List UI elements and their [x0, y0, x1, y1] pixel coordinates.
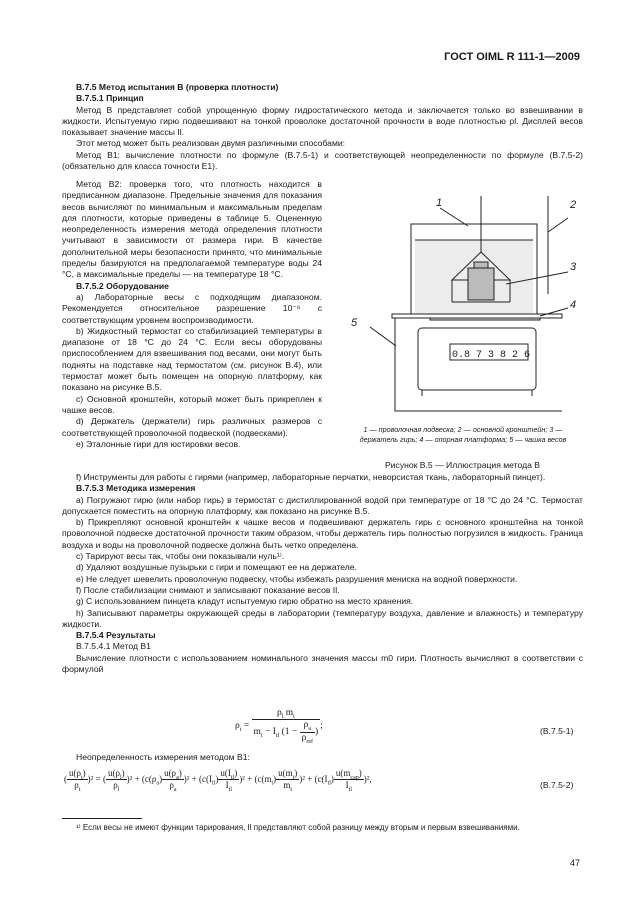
subsection-title-principle: B.7.5.1 Принцип: [76, 93, 144, 104]
procedure-step-a: a) Погружают гирю (или набор гирь) в термостат с дистиллированной водой при температуре от 18 °C до 24 °C. Термостат допускается поместить на опорную платформу, как показано на рисунке B.5.: [62, 494, 583, 516]
subsection-title-results: B.7.5.4 Результаты: [76, 630, 156, 641]
formula-b751: $\rho_t$ = $\rho_l$ $m_t$ $m_t - I_{tl}$ (1 − $\frac{\rho_a}{\rho_{ref}}$ ) ;: [235, 708, 323, 745]
label-5: 5: [351, 317, 358, 329]
equipment-item-e: e) Эталонные гири для юстировки весов.: [76, 438, 241, 449]
procedure-step-c: c) Тарируют весы так, чтобы они показывали нуль¹⁾.: [76, 551, 285, 562]
procedure-step-d: d) Удаляют воздушные пузырьки с гири и помещают ее на держателе.: [76, 562, 357, 573]
test-weight-knob: [474, 262, 488, 268]
formula-b752: ( $\frac{u(\rho_t)}{\rho_t}$ )² = ( $\frac{u(\rho_l)}{\rho_l}$ )$^2 + (c(\rho_a)$ $\frac{u(\rho_a)}{\rho_a}$ )$^2 + (c(I_{tl})$ $\frac{u(I_{tl})}{I_{tl}}$ )$^2 + (c(m_t)$ $\frac{u(m_t)}{m_t}$ )$^2 + (c(I_{tl})$ $\frac{u(m_{cap})}{I_{tl}}$ )²,: [64, 768, 372, 794]
formula-label-b752: (B.7.5-2): [540, 780, 574, 790]
label-4: 4: [570, 299, 577, 311]
page-number: 47: [569, 858, 580, 868]
paragraph-method-b2: Метод B2: проверка того, что плотность находится в предписанном диапазоне. Предельные значения для показания весов вычисляют по минимальным и максимальным пределам для плотности, которые приведены в таблице 5. Оцененную неопределенность измерения метода определения плотности учитывают в зависимости от размера гири. В качестве дополнительной меры безопасности принято, что минимальные пределы базируются на предполагаемой температуре воды 24 °C, а максимальные пределы — на температуре 18 °C.: [62, 179, 322, 280]
footnote: ¹⁾ Если весы не имеют функции тарирования, Il представляют собой разницу между вторым и первым взвешиваниями.: [76, 823, 520, 832]
figure-title: Рисунок B.5 — Иллюстрация метода B: [384, 460, 541, 470]
document-header: ГОСТ OIML R 111-1—2009: [444, 51, 580, 63]
uncertainty-intro: Неопределенность измерения методом B1:: [76, 752, 250, 762]
equipment-item-f: f) Инструменты для работы с гирями (например, лабораторные перчатки, неворсистая ткань, лабораторный пинцет).: [76, 472, 546, 482]
paragraph-two-ways: Этот метод может быть реализован двумя различными способами:: [76, 138, 346, 149]
figure-caption-legend: 1 — проволочная подвеска; 2 — основной кронштейн; 3 — держатель гирь; 4 — опорная платформа; 5 — чашка весов: [359, 425, 567, 444]
equipment-item-d: d) Держатель (держатели) гирь различных размеров с соответствующей проволочной подвеской (подвесками).: [62, 416, 322, 438]
paragraph-method-b1: Метод B1: вычисление плотности по формуле (B.7.5-1) и соответствующей неопределенности по формуле (B.7.5-2) (обязательно для класса точности E1).: [62, 149, 583, 172]
label-2: 2: [570, 199, 577, 211]
subsection-title-method-b1: B.7.5.4.1 Метод B1: [76, 641, 151, 652]
formula-label-b751: (B.7.5-1): [540, 726, 574, 736]
section-principle: [62, 82, 583, 172]
paragraph-results: Вычисление плотности с использованием номинального значения массы m0 гири. Плотность вычисляют в соответствии с формулой: [62, 652, 583, 675]
procedure-step-f: f) После стабилизации снимают и записывают показание весов Il.: [76, 584, 340, 595]
label-1: 1: [436, 197, 443, 209]
footnote-divider: [62, 818, 142, 819]
test-weight: [468, 268, 494, 300]
subsection-title-equipment: B.7.5.2 Оборудование: [76, 280, 169, 291]
section-title-test-method-b: B.7.5 Метод испытания B (проверка плотности): [76, 82, 279, 92]
equipment-item-b: b) Жидкостный термостат со стабилизацией температуры в диапазоне от 18 °C до 24 °C. Если весы оборудованы приспособлением для взвешивания под весами, они могут быть подняты на подставке над термостатом (см. рисунок B.4), или термостат может быть помещен на опорную платформу, как показано на рисунке B.5.: [62, 325, 322, 393]
procedure-step-e: e) Не следует шевелить проволочную подвеску, чтобы избежать разрушения мениска на водной поверхности.: [76, 573, 518, 584]
paragraph-principle: Метод B представляет собой упрощенную форму гидростатического метода и заключается только во взвешивании в жидкости. Испытуемую гирю подвешивают на тонкой проволоке достаточной прочности в воде плотностью ρl. Дисплей весов показывает значение массы Il.: [62, 104, 583, 138]
subsection-title-procedure: B.7.5.3 Методика измерения: [76, 483, 196, 494]
procedure-step-h: h) Записывают параметры окружающей среды в лаборатории (температуру воздуха, давление и влажность) и температуру жидкости.: [62, 607, 583, 629]
procedure-step-b: b) Прикрепляют основной кронштейн к чашке весов и подвешивают держатель гирь с основного кронштейна на тонкой проволочной подвеске достаточной прочности таким образом, чтобы держатель гирь полностью погрузился в жидкость. Граница воздуха и воды на проволочной подвеске должна быть четко определена.: [62, 517, 583, 550]
section-procedure: [62, 472, 583, 675]
label-3: 3: [570, 261, 577, 273]
procedure-step-g: g) С использованием пинцета кладут испытуемую гирю обратно на место хранения.: [76, 596, 414, 607]
balance-pan: [392, 314, 562, 318]
left-column: [62, 179, 322, 450]
equipment-item-a: a) Лабораторные весы с подходящим диапазоном. Рекомендуется относительное разрешение 10⁻⁶ с соответствующим уровнем воспроизводимости.: [62, 291, 322, 325]
display-readout: 0.8 7 3 8 2 6: [452, 350, 531, 361]
equipment-item-c: c) Основной кронштейн, который может быть прикреплен к чашке весов.: [62, 393, 322, 415]
